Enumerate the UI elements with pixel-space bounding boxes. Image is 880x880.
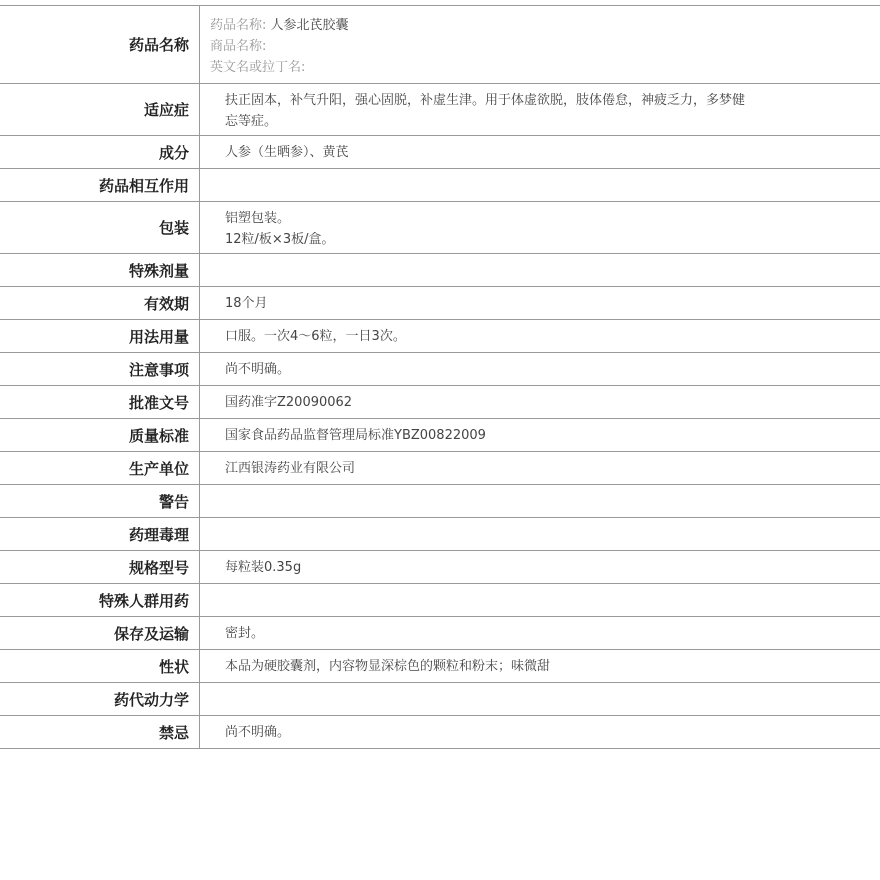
row-value-line: 18个月 [225, 296, 268, 311]
table-row [0, 353, 880, 386]
trade-name-label: 商品名称: [210, 39, 267, 54]
row-value-line: 国家食品药品监督管理局标准YBZ00822009 [225, 428, 486, 443]
table-row [0, 485, 880, 518]
row-label: 包装 [0, 202, 200, 253]
table-row [0, 320, 880, 353]
english-name-label: 英文名或拉丁名: [210, 60, 306, 75]
row-label: 禁忌 [0, 716, 200, 748]
row-label: 规格型号 [0, 551, 200, 583]
row-label: 质量标准 [0, 419, 200, 451]
row-value [200, 136, 880, 168]
row-value-line: 尚不明确。 [225, 362, 291, 377]
row-value-line: 国药准字Z20090062 [225, 395, 353, 410]
row-value [200, 683, 880, 715]
drug-name-label: 药品名称 [0, 6, 200, 83]
row-label: 生产单位 [0, 452, 200, 484]
row-value [200, 716, 880, 748]
row-value [200, 584, 880, 616]
row-value [200, 84, 880, 135]
table-row [0, 617, 880, 650]
row-label: 药品相互作用 [0, 169, 200, 201]
table-row [0, 287, 880, 320]
row-value [200, 202, 880, 253]
row-value [200, 485, 880, 517]
drug-info-rows [0, 84, 880, 749]
table-row [0, 169, 880, 202]
row-value-line: 口服。一次4～6粒，一日3次。 [225, 329, 406, 344]
table-row [0, 683, 880, 716]
row-value-line: 12粒/板×3板/盒。 [225, 232, 335, 247]
row-value [200, 320, 880, 352]
row-value-line: 尚不明确。 [225, 725, 291, 740]
row-label: 特殊人群用药 [0, 584, 200, 616]
row-value [200, 287, 880, 319]
row-label: 保存及运输 [0, 617, 200, 649]
row-value-line: 忘等症。 [225, 114, 278, 129]
row-value [200, 617, 880, 649]
drug-name-row [0, 6, 880, 84]
drug-info-table [0, 5, 880, 749]
row-label: 成分 [0, 136, 200, 168]
row-label: 注意事项 [0, 353, 200, 385]
table-row [0, 452, 880, 485]
table-row [0, 650, 880, 683]
row-value [200, 518, 880, 550]
row-label: 药理毒理 [0, 518, 200, 550]
table-row [0, 584, 880, 617]
row-value [200, 169, 880, 201]
table-row [0, 386, 880, 419]
table-row [0, 136, 880, 169]
row-value [200, 650, 880, 682]
row-value [200, 551, 880, 583]
row-label: 警告 [0, 485, 200, 517]
table-row [0, 716, 880, 749]
row-label: 适应症 [0, 84, 200, 135]
row-label: 性状 [0, 650, 200, 682]
row-label: 特殊剂量 [0, 254, 200, 286]
row-label: 用法用量 [0, 320, 200, 352]
row-value [200, 452, 880, 484]
table-row [0, 254, 880, 287]
table-row [0, 84, 880, 136]
generic-name-label: 药品名称: [210, 18, 267, 33]
table-row [0, 551, 880, 584]
row-value [200, 254, 880, 286]
row-label: 有效期 [0, 287, 200, 319]
row-value-line: 江西银涛药业有限公司 [225, 461, 356, 476]
generic-name-value: 人参北芪胶囊 [270, 18, 349, 33]
row-value [200, 386, 880, 418]
row-label: 批准文号 [0, 386, 200, 418]
row-value-line: 密封。 [225, 626, 265, 641]
row-label: 药代动力学 [0, 683, 200, 715]
drug-name-values [200, 6, 880, 83]
table-row [0, 202, 880, 254]
row-value-line: 铝塑包装。 [225, 211, 291, 226]
row-value [200, 353, 880, 385]
row-value-line: 本品为硬胶囊剂，内容物显深棕色的颗粒和粉末；味微甜 [225, 659, 551, 674]
table-row [0, 419, 880, 452]
row-value-line: 扶正固本，补气升阳，强心固脱，补虚生津。用于体虚欲脱，肢体倦怠，神疲乏力，多梦健 [225, 93, 746, 108]
row-value-line: 人参（生晒参）、黄芪 [225, 145, 349, 160]
table-row [0, 518, 880, 551]
row-value [200, 419, 880, 451]
row-value-line: 每粒装0.35g [225, 560, 302, 575]
